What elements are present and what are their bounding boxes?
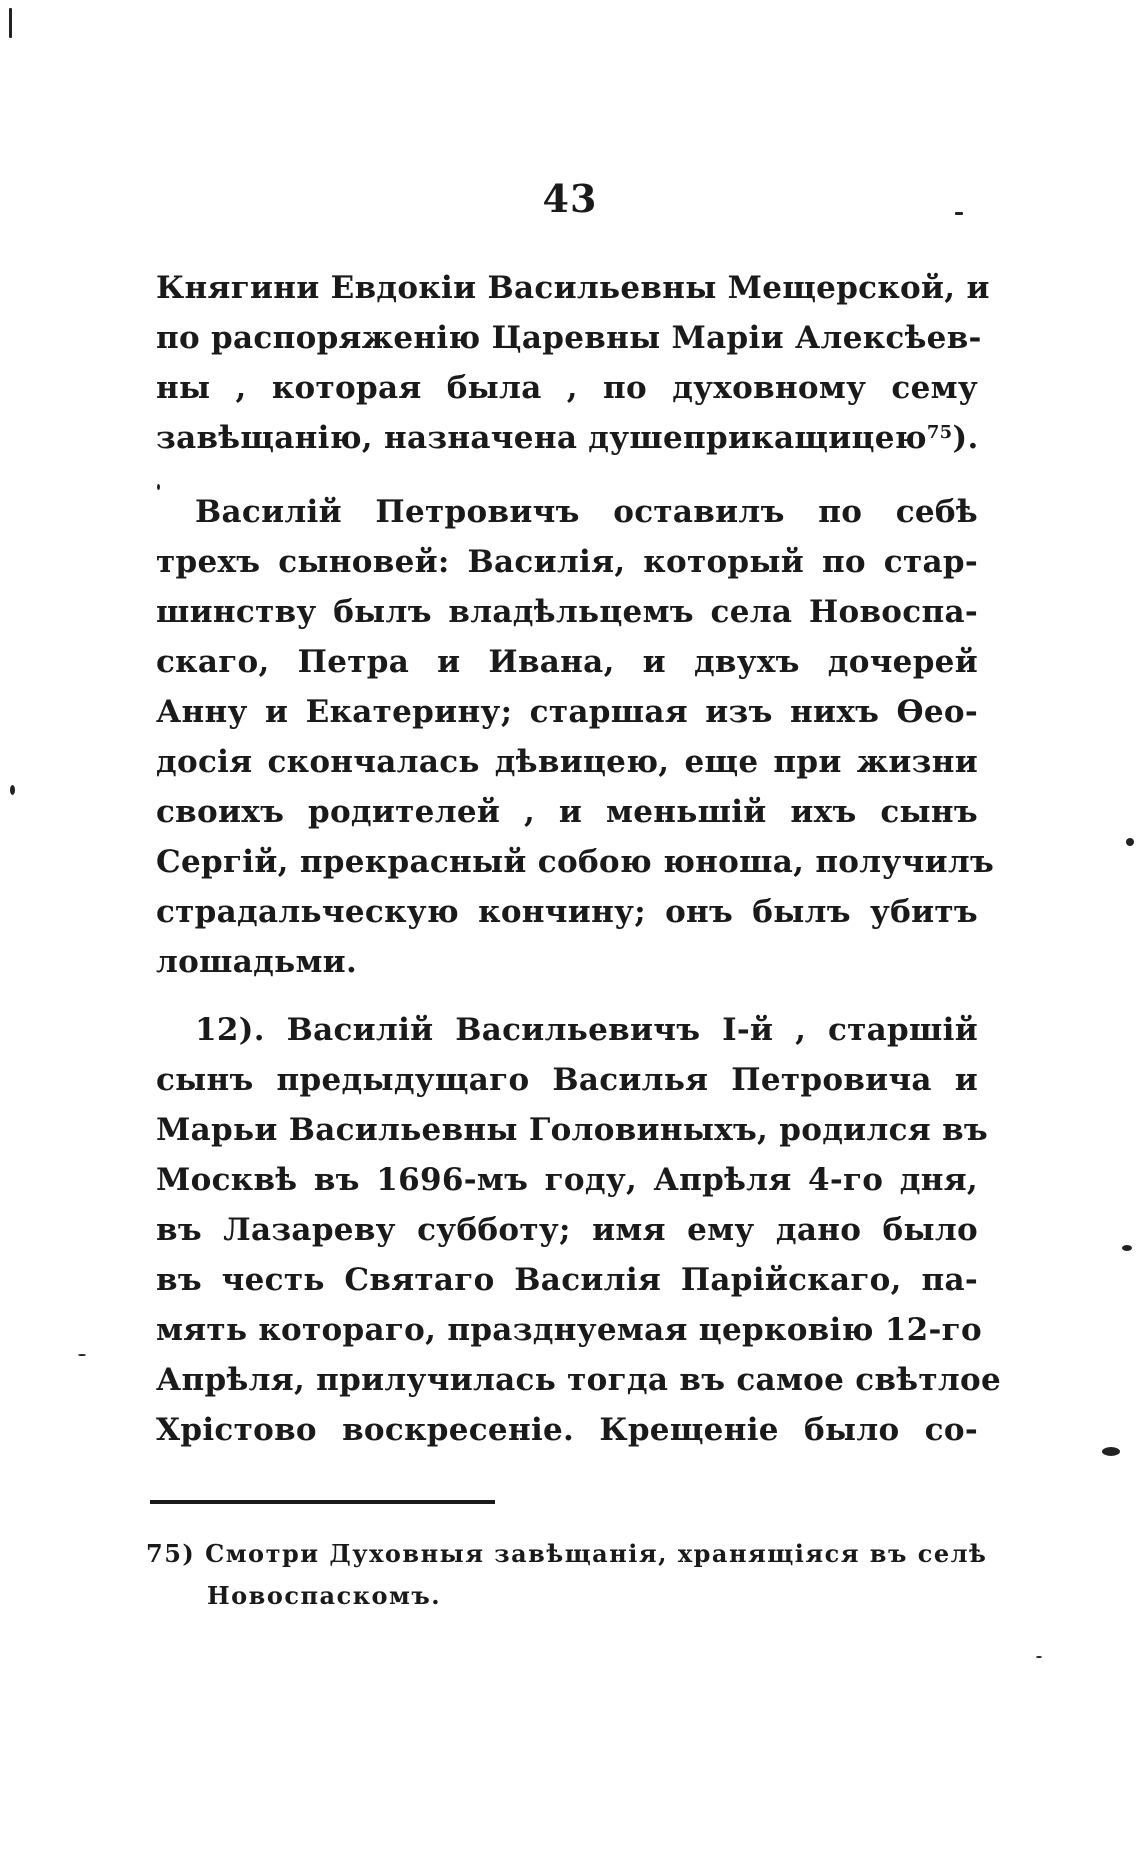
text-line-body: завѣщанію, назначена душеприкащицею	[156, 420, 927, 456]
text-line: досія скончалась дѣвицею, еще при жизни	[156, 744, 978, 780]
scan-mark	[1102, 1447, 1120, 1456]
footnote-reference[interactable]: 75	[926, 422, 953, 443]
footnote-rule	[150, 1500, 495, 1504]
footnote-line: 75) Смотри Духовныя завѣщанія, хранящіяся въ селѣ	[146, 1539, 988, 1568]
text-line: своихъ родителей , и меньшій ихъ сынъ	[156, 794, 978, 830]
text-line: трехъ сыновей: Василія, который по стар-	[156, 544, 978, 580]
paragraph-start-line: Василій Петровичъ оставилъ по себѣ	[195, 494, 978, 530]
scan-mark	[1126, 838, 1134, 846]
scan-mark	[1122, 1245, 1132, 1251]
text-line: страдальческую кончину; онъ былъ убитъ	[156, 894, 978, 930]
footnote-line: Новоспаскомъ.	[207, 1581, 442, 1610]
text-line: скаго, Петра и Ивана, и двухъ дочерей	[156, 644, 978, 680]
text-line: шинству былъ владѣльцемъ села Новоспа-	[156, 594, 978, 630]
text-line: Хрістово воскресеніе. Крещеніе было со-	[156, 1412, 978, 1448]
text-line: въ честь Святаго Василія Парійскаго, па-	[156, 1262, 978, 1298]
page-number: 43	[542, 176, 598, 221]
text-line: по распоряженію Царевны Маріи Алексѣев-	[156, 320, 982, 356]
text-line: Сергій, прекрасный собою юноша, получилъ	[156, 844, 995, 880]
text-line: Княгини Евдокіи Васильевны Мещерской, и	[156, 270, 990, 306]
text-line: ны , которая была , по духовному сему	[156, 370, 978, 406]
scan-mark	[9, 8, 12, 38]
scan-mark	[157, 484, 160, 490]
scan-mark	[78, 1354, 86, 1356]
text-line: мять котораго, празднуемая церковію 12-го	[156, 1312, 982, 1348]
text-line: сынъ предыдущаго Василья Петровича и	[156, 1062, 978, 1098]
scan-mark	[10, 785, 15, 795]
text-line: Апрѣля, прилучилась тогда въ самое свѣтлое	[156, 1362, 1002, 1398]
text-line-with-footnote-ref	[156, 418, 978, 458]
text-line: Марьи Васильевны Головиныхъ, родился въ	[156, 1112, 988, 1148]
text-line: Москвѣ въ 1696-мъ году, Апрѣля 4-го дня,	[156, 1162, 978, 1198]
scan-mark	[1036, 1656, 1042, 1658]
paragraph-end-line: лошадьми.	[156, 944, 358, 980]
text-line: Анну и Екатерину; старшая изъ нихъ Ѳео-	[156, 694, 978, 730]
text-line: въ Лазареву субботу; имя ему дано было	[156, 1212, 978, 1248]
text-line-tail: ).	[952, 420, 979, 456]
scan-mark	[955, 212, 963, 215]
paragraph-start-line: 12). Василій Васильевичъ I-й , старшій	[195, 1012, 978, 1048]
